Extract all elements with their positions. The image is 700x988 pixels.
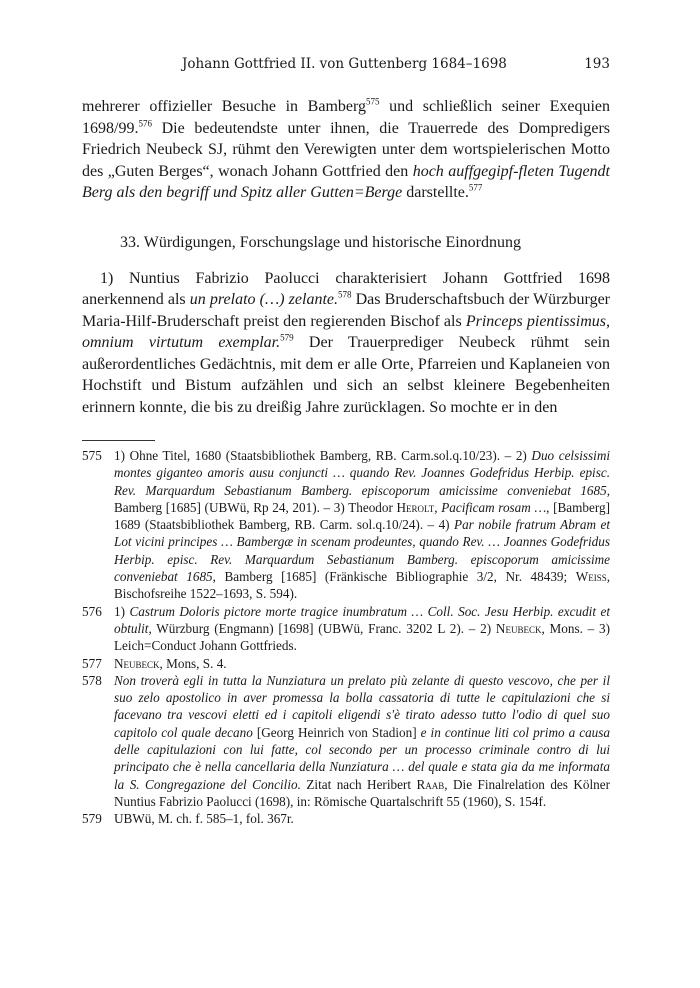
page-header (82, 56, 610, 78)
footnote-text (114, 655, 610, 672)
author-smallcaps: Weiss (575, 569, 607, 585)
author-smallcaps: Neubeck (495, 620, 542, 636)
quote-italic: Non troverà egli in tutta la Nunziatura un prelato più zelante di questo vescovo, che per il suo zelo apostolico in aver promessa la bolla cassatoria di tutte le capitulazioni che si facevano tra vescovi eletti ed i capitoli eligendi s'è tirato adesso tutto l'odio di quel suo capitolo col quale decano (114, 672, 610, 740)
running-head: Johann Gottfried II. von Guttenberg 1684–1698 (182, 56, 507, 72)
footnote-number: 578 (82, 672, 102, 688)
title-italic: Pacificam rosam … (441, 499, 547, 515)
text-run: mehrerer offizieller Besuche in Bamberg (82, 98, 367, 115)
footnote-number: 579 (82, 811, 102, 827)
text-run: 1) Ohne Titel, 1680 (Staatsbibliothek Bamberg, RB. Carm.sol.q.10/23). – 2) (114, 448, 532, 463)
text-run: Das Bruderschaftsbuch der Würzburger Maria-Hilf-Bruderschaft preist den regierenden Bischof als (82, 291, 611, 330)
text-run: , (434, 499, 442, 515)
quote-italic: Princeps pientissimus, omnium virtutum exemplar. (82, 312, 610, 351)
footnote-ref-575[interactable]: 575 (366, 96, 380, 107)
paragraph-exequien (82, 96, 610, 204)
section-heading: 33. Würdigungen, Forschungslage und historische Einordnung (120, 233, 521, 251)
text-run: , Die Finalrelation des Kölner Nuntius Fabrizio Paolucci (1698), in: Römische Quartalschrift 55 (1960), S. 154f. (114, 776, 610, 809)
text-run: Zitat nach Heribert (300, 776, 417, 792)
text-run: , Bamberg [1685] (UBWü, Rp 24, 201). – 3) Theodor (114, 482, 610, 515)
footnote-576 (82, 603, 610, 655)
title-italic: Castrum Doloris pictore morte tragice inumbratum … Coll. Soc. Jesu Herbip. excudit et obtulit (114, 603, 610, 636)
text-run: 1) (114, 603, 130, 619)
text-run: Der Trauerprediger Neubeck rühmt sein außerordentliches Gedächtnis, mit dem er alle Orte, Pfarreien und Kaplaneien von Hochstift und Bistum aufzählen und sich an selbst kleinere Begebenheiten erinnern konnte, die bis zu dreißig Jahre zurücklagen. So mochte er in den (82, 334, 611, 416)
author-smallcaps: Raab (416, 776, 445, 792)
text-run: und schließlich seiner Exequien 1698/99. (82, 98, 610, 137)
footnote-ref-576[interactable]: 576 (138, 118, 152, 129)
footnote-text (114, 603, 610, 655)
quote-italic: un prelato (…) zelante. (189, 291, 338, 308)
text-run: , Bischofsreihe 1522–1693, S. 594). (114, 569, 610, 602)
footnote-578 (82, 672, 610, 810)
footnote-text (114, 447, 610, 603)
footnote-number: 575 (82, 448, 102, 463)
footnote-575 (82, 447, 610, 603)
footnote-number: 576 (82, 603, 102, 619)
footnote-579 (82, 810, 610, 827)
footnote-text (114, 672, 610, 810)
footnote-577 (82, 655, 610, 672)
footnote-ref-578[interactable]: 578 (338, 289, 352, 300)
text-run: , Mons, S. 4. (159, 655, 227, 671)
text-run: , [Bamberg] 1689 (Staatsbibliothek Bamberg, RB. Carm. sol.q.10/24). – 4) (114, 499, 611, 533)
title-italic: Duo celsissimi montes giganteo amoris ausu conjuncti … quando Rev. Joannes Godefridus Herbip. episc. Rev. Marquardum Sebastianum Bamberg. episcoporum amicissime conveniebat 1685 (114, 448, 611, 498)
text-run: 1) Nuntius Fabrizio Paolucci charakterisiert Johann Gottfried 1698 anerkennend als (82, 269, 610, 308)
footnote-text: UBWü, M. ch. f. 585–1, fol. 367r. (114, 811, 294, 827)
text-run: [Georg Heinrich von Stadion] (252, 724, 421, 740)
footnotes (82, 447, 610, 828)
footnote-ref-579[interactable]: 579 (280, 332, 294, 343)
text-run: , Mons. – 3) Leich=Conduct Johann Gottfrieds. (114, 620, 611, 654)
footnote-separator (82, 440, 155, 441)
footnote-number: 577 (82, 655, 102, 671)
text-run: , Bamberg [1685] (Fränkische Bibliographie 3/2, Nr. 48439; (212, 569, 576, 585)
title-italic: Par nobile fratrum Abram et Lot vicini principes … Bambergæ in scenam prodeuntes, quando Rev. … Joannes Godefridus Herbip. episc. Rev. Marquardum Sebastianum Bamberg. episcoporum amicissime conveniebat 1685 (114, 517, 610, 585)
text-run: Die bedeutendste unter ihnen, die Trauerrede des Dompredigers Friedrich Neubeck SJ, rühmt den Verewigten unter dem wortspielerischen Motto des „Guten Berges“, wonach Johann Gottfried den (82, 119, 610, 180)
page-number: 193 (584, 56, 610, 72)
footnote-ref-577[interactable]: 577 (468, 182, 483, 193)
text-run: , Würzburg (Engmann) [1698] (UBWü, Franc. 3202 L 2). – 2) (148, 620, 496, 636)
paragraph-wuerdigungen (82, 268, 610, 419)
author-smallcaps: Neubeck (114, 655, 160, 671)
author-smallcaps: Herolt (396, 499, 435, 515)
quote-italic: hoch auffgegipf-fleten Tugendt Berg als den begriff und Spitz aller Gutten=Berge (82, 162, 610, 201)
book-page (82, 56, 610, 828)
quote-italic: e in continue liti col primo a causa delle capitulazioni con lui fatte, col secondo per un processo criminale contro di lui principato che è nella cancellaria della Nunziatura … del quale e stata gia da me informata la S. Congregazione del Concilio. (114, 724, 611, 792)
text-run: darstellte. (402, 184, 469, 201)
